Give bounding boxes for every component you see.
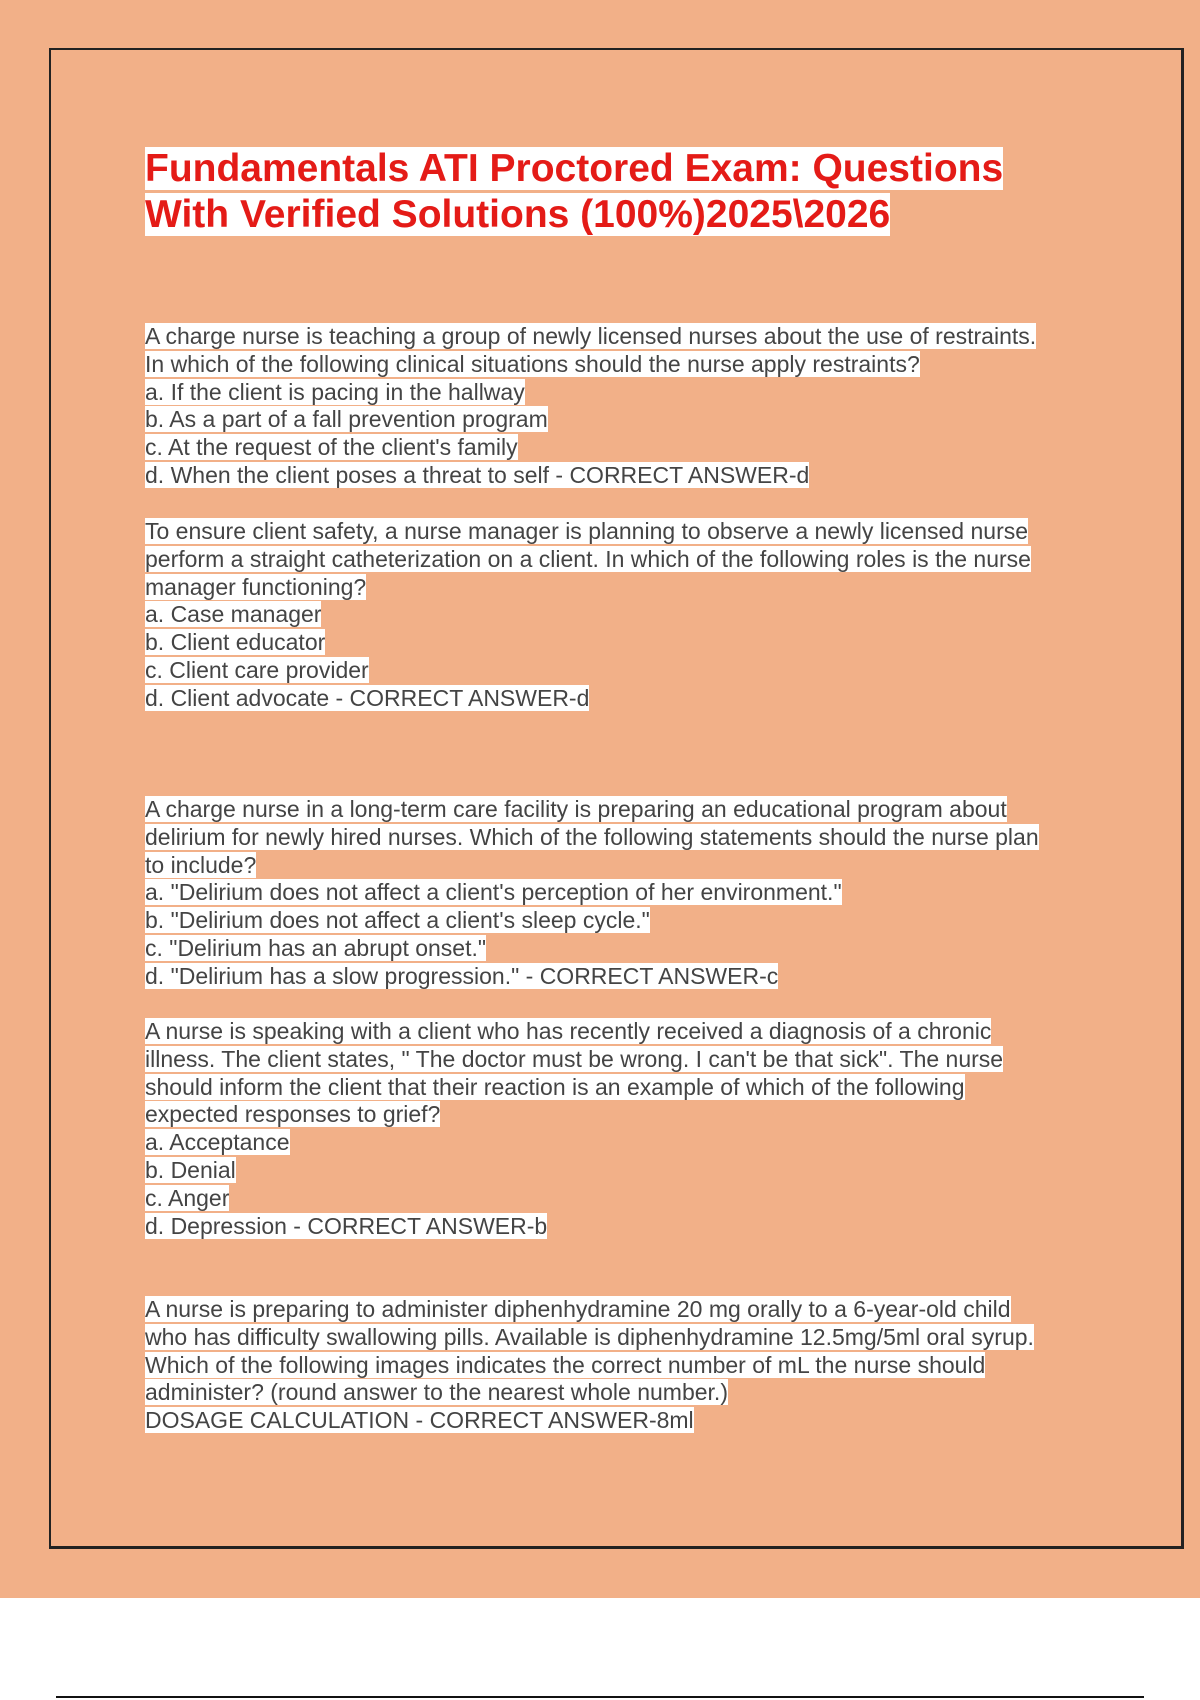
question-text: A nurse is speaking with a client who has recently received a diagnosis of a chronic [145,1018,992,1044]
question-text: manager functioning? [145,573,367,600]
question-line [145,657,1085,685]
question-text: c. "Delirium has an abrupt onset." [145,934,487,961]
question-text: d. Client advocate - CORRECT ANSWER-d [145,684,590,711]
question-text: To ensure client safety, a nurse manager is planning to observe a newly licensed nurse [145,518,1029,544]
answer-line [145,462,1085,490]
title-line-2: With Verified Solutions (100%)2025\2026 [145,193,891,236]
question-text: to include? [145,851,257,878]
question-line [145,351,1085,379]
question-text: d. When the client poses a threat to self - CORRECT ANSWER-d [145,461,810,488]
answer-line [145,1407,1085,1435]
question-line [145,629,1085,657]
question-5 [145,1296,1085,1435]
question-text: perform a straight catheterization on a client. In which of the following roles is the nurse [145,545,1031,572]
question-2 [145,518,1085,713]
question-text: delirium for newly hired nurses. Which of the following statements should the nurse plan [145,823,1039,850]
question-line [145,1379,1085,1407]
question-text: a. If the client is pacing in the hallway [145,378,525,405]
question-text: expected responses to grief? [145,1101,441,1128]
question-text: b. "Delirium does not affect a client's sleep cycle." [145,907,650,934]
question-line [145,379,1085,407]
question-text: a. Case manager [145,601,322,628]
question-line [145,879,1085,907]
question-text: In which of the following clinical situations should the nurse apply restraints? [145,350,920,377]
question-line [145,1018,1085,1046]
question-line [145,434,1085,462]
question-line [145,1129,1085,1157]
question-text: A nurse is preparing to administer diphenhydramine 20 mg orally to a 6-year-old child [145,1296,1011,1322]
question-line [145,546,1085,574]
question-text: c. Anger [145,1184,230,1211]
question-text: A charge nurse is teaching a group of newly licensed nurses about the use of restraints. [145,323,1037,349]
question-line [145,518,1085,546]
question-text: c. Client care provider [145,656,369,683]
question-text: administer? (round answer to the nearest whole number.) [145,1379,728,1406]
answer-line [145,1213,1085,1241]
question-line [145,1101,1085,1129]
question-1 [145,323,1085,490]
question-text: illness. The client states, " The doctor must be wrong. I can't be that sick". The nurse [145,1045,1004,1072]
question-text: a. Acceptance [145,1129,290,1156]
answer-line [145,685,1085,713]
question-text: b. Denial [145,1156,236,1183]
question-line [145,323,1085,351]
question-text: a. "Delirium does not affect a client's perception of her environment." [145,879,842,906]
document-title [145,146,1085,238]
question-line [145,1046,1085,1074]
question-line [145,1324,1085,1352]
question-line [145,406,1085,434]
question-text: who has difficulty swallowing pills. Available is diphenhydramine 12.5mg/5ml oral syrup. [145,1323,1034,1350]
question-3 [145,796,1085,991]
question-line [145,1185,1085,1213]
question-line [145,907,1085,935]
question-line [145,1296,1085,1324]
question-line [145,1157,1085,1185]
question-text: should inform the client that their reaction is an example of which of the following [145,1073,965,1100]
question-text: b. Client educator [145,629,326,656]
question-line [145,601,1085,629]
question-line [145,574,1085,602]
question-line [145,824,1085,852]
question-4 [145,1018,1085,1240]
question-text: b. As a part of a fall prevention program [145,406,548,433]
question-text: DOSAGE CALCULATION - CORRECT ANSWER-8ml [145,1407,694,1434]
question-text: Which of the following images indicates the correct number of mL the nurse should [145,1351,986,1378]
question-line [145,935,1085,963]
title-line-1: Fundamentals ATI Proctored Exam: Questions [145,147,1004,190]
question-line [145,852,1085,880]
question-line [145,1352,1085,1380]
answer-line [145,963,1085,991]
footer-divider [56,1696,1144,1698]
question-line [145,1074,1085,1102]
question-text: A charge nurse in a long-term care facility is preparing an educational program about [145,796,1007,822]
question-text: c. At the request of the client's family [145,434,518,461]
question-text: d. "Delirium has a slow progression." - CORRECT ANSWER-c [145,962,779,989]
question-text: d. Depression - CORRECT ANSWER-b [145,1212,548,1239]
question-line [145,796,1085,824]
